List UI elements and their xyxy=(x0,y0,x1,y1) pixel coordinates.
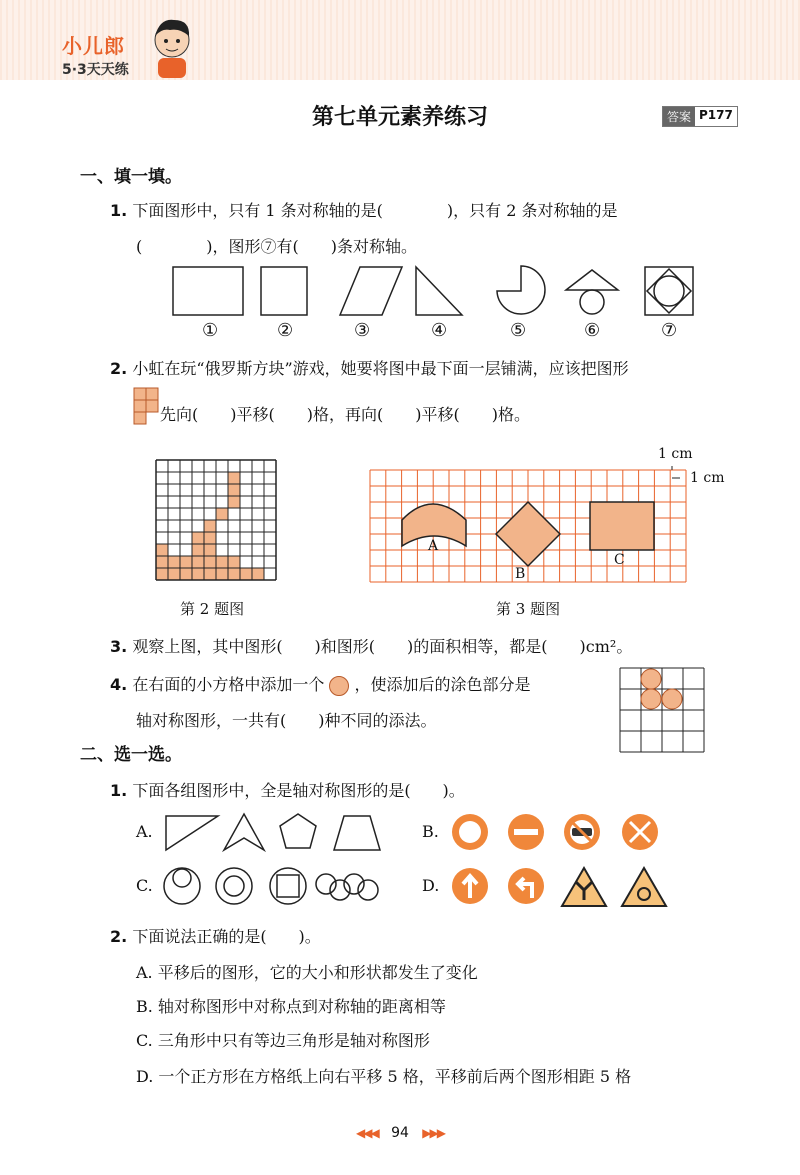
tetris-filled-cell xyxy=(228,496,240,508)
tetris-filled-cell xyxy=(168,556,180,568)
section-1-heading: 一、填一填。 xyxy=(80,167,182,187)
brand-logo xyxy=(62,30,129,79)
q2-1-text: 下面各组图形中，全是轴对称图形的是( )。 xyxy=(132,781,465,800)
tetris-filled-cell xyxy=(156,556,168,568)
answer-key: 答案 xyxy=(663,107,695,126)
page-footer xyxy=(0,1125,800,1141)
coin-3 xyxy=(662,689,682,709)
q1-4-num: 4. xyxy=(110,675,128,694)
tetris-filled-cell xyxy=(252,568,264,580)
tetris-filled-cell xyxy=(204,544,216,556)
q2-2-option-d: D. 一个正方形在方格纸上向右平移 5 格，平移前后两个图形相距 5 格 xyxy=(136,1067,632,1086)
tetris-filled-cell xyxy=(156,544,168,556)
shape-inner-circle xyxy=(654,276,684,306)
q2-2-option-b: B. 轴对称图形中对称点到对称轴的距离相等 xyxy=(136,997,446,1016)
tetris-filled-cell xyxy=(240,568,252,580)
q1-4-line2: 轴对称图形，一共有( )种不同的添法。 xyxy=(136,711,437,730)
page-title: 第七单元素养练习 xyxy=(311,105,488,130)
q2-2-option-c: C. 三角形中只有等边三角形是轴对称图形 xyxy=(136,1031,430,1050)
label-7: ⑦ xyxy=(661,320,678,341)
q1-1-num: 1. xyxy=(110,201,128,220)
q2-2 xyxy=(110,924,321,947)
tetris-filled-cell xyxy=(216,556,228,568)
shape-right-triangle xyxy=(416,267,462,315)
tetris-filled-cell xyxy=(204,532,216,544)
label-b: B xyxy=(515,566,526,582)
section-2-heading: 二、选一选。 xyxy=(80,745,182,765)
q4-grid xyxy=(620,668,704,754)
label-a: A xyxy=(428,538,439,554)
brand-name: 小儿郎 xyxy=(62,34,125,58)
shape-c xyxy=(590,502,654,550)
fig2-caption: 第 2 题图 xyxy=(180,600,245,618)
shape-triangle-top xyxy=(566,270,618,290)
q1-2 xyxy=(110,356,629,379)
shape-c-olympic xyxy=(316,874,336,894)
label-1: ① xyxy=(202,320,219,341)
option-a-label: A. xyxy=(136,822,153,841)
label-3: ③ xyxy=(354,320,371,341)
tetris-filled-cell xyxy=(204,568,216,580)
answer-page: P177 xyxy=(699,108,733,122)
q2-2-num: 2. xyxy=(110,927,128,946)
q1-3-num: 3. xyxy=(110,637,128,656)
q2-1-num: 1. xyxy=(110,781,128,800)
tetris-filled-cell xyxy=(228,484,240,496)
tetris-filled-cell xyxy=(204,520,216,532)
label-5: ⑤ xyxy=(510,320,527,341)
shape-parallelogram xyxy=(340,267,402,315)
tetris-grid xyxy=(156,460,276,580)
page-number: 94 xyxy=(391,1125,409,1141)
q1-2-line2: 先向( )平移( )格，再向( )平移( )格。 xyxy=(160,405,530,424)
shape-a-arrow xyxy=(224,814,264,850)
q1-2-line1: 小虹在玩“俄罗斯方块”游戏，她要将图中最下面一层铺满，应该把图形 xyxy=(132,359,629,378)
shape-c-inner xyxy=(173,869,191,887)
q1-4-line1: 在右面的小方格中添加一个 xyxy=(132,675,325,694)
shape-c-outer xyxy=(164,868,200,904)
fig3-caption: 第 3 题图 xyxy=(496,600,561,618)
option-d-label: D. xyxy=(422,876,440,895)
shape-c-ring-inner xyxy=(224,876,244,896)
label-2: ② xyxy=(277,320,294,341)
tetris-filled-cell xyxy=(228,472,240,484)
label-c: C xyxy=(614,552,625,568)
option-d-signs xyxy=(450,864,670,910)
tetris-filled-cell xyxy=(216,568,228,580)
option-c-label: C. xyxy=(136,876,153,895)
tetris-filled-cell xyxy=(180,556,192,568)
tetris-filled-cell xyxy=(192,568,204,580)
q1-2-num: 2. xyxy=(110,359,128,378)
unit-label-side: 1 cm xyxy=(690,470,725,486)
q1-3-text: 观察上图，其中图形( )和图形( )的面积相等，都是( )cm²。 xyxy=(132,637,633,656)
shape-a-triangle xyxy=(166,816,218,850)
tetris-filled-cell xyxy=(216,508,228,520)
tetris-filled-cell xyxy=(228,568,240,580)
tetromino-icon xyxy=(134,388,160,428)
q2-1 xyxy=(110,778,465,801)
option-b-signs xyxy=(450,812,670,854)
answer-page-tag xyxy=(662,106,738,127)
q1-4 xyxy=(110,672,531,696)
coin-1 xyxy=(641,669,661,689)
label-6: ⑥ xyxy=(584,320,601,341)
brand-sub: 5·3天天练 xyxy=(62,62,129,78)
shape-b xyxy=(496,502,560,566)
tetris-filled-cell xyxy=(204,556,216,568)
q2-2-text: 下面说法正确的是( )。 xyxy=(132,927,321,946)
shape-c-ring-outer xyxy=(216,868,252,904)
q1-3 xyxy=(110,634,632,657)
q1-1-line2: ( )，图形⑦有( )条对称轴。 xyxy=(136,237,417,256)
shape-square xyxy=(261,267,307,315)
shape-a-pentagon xyxy=(280,814,316,848)
tetris-filled-cell xyxy=(192,532,204,544)
shape-three-quarter-circle xyxy=(497,266,545,314)
sign-fork-icon xyxy=(562,868,606,906)
shape-square-frame xyxy=(645,267,693,315)
option-b-label: B. xyxy=(422,822,439,841)
tetris-filled-cell xyxy=(168,568,180,580)
unit-label-top: 1 cm xyxy=(658,446,693,462)
symmetry-shapes xyxy=(160,260,740,320)
q1-1-line1: 下面图形中，只有 1 条对称轴的是( )，只有 2 条对称轴的是 xyxy=(132,201,618,220)
shape-c-circle-square xyxy=(270,868,306,904)
tetris-filled-cell xyxy=(156,568,168,580)
shape-rectangle xyxy=(173,267,243,315)
tetris-filled-cell xyxy=(192,544,204,556)
coin-2 xyxy=(641,689,661,709)
option-a-shapes xyxy=(160,810,390,854)
q2-2-option-a: A. 平移后的图形，它的大小和形状都发生了变化 xyxy=(136,963,478,982)
cm-grid-shapes xyxy=(370,470,686,582)
option-c-shapes xyxy=(160,864,390,908)
label-4: ④ xyxy=(431,320,448,341)
tetris-filled-cell xyxy=(180,568,192,580)
tetris-filled-cell xyxy=(228,556,240,568)
shape-circle-bottom xyxy=(580,290,604,314)
tetris-filled-cell xyxy=(192,556,204,568)
next-arrows-icon: ▶▶▶ xyxy=(422,1126,444,1140)
coin-icon xyxy=(329,676,349,696)
mascot-icon xyxy=(150,14,196,80)
q1-4-line1b: ，使添加后的涂色部分是 xyxy=(354,675,531,694)
prev-arrows-icon: ◀◀◀ xyxy=(356,1126,378,1140)
q1-1 xyxy=(110,198,618,221)
shape-a-trapezoid xyxy=(334,816,380,850)
